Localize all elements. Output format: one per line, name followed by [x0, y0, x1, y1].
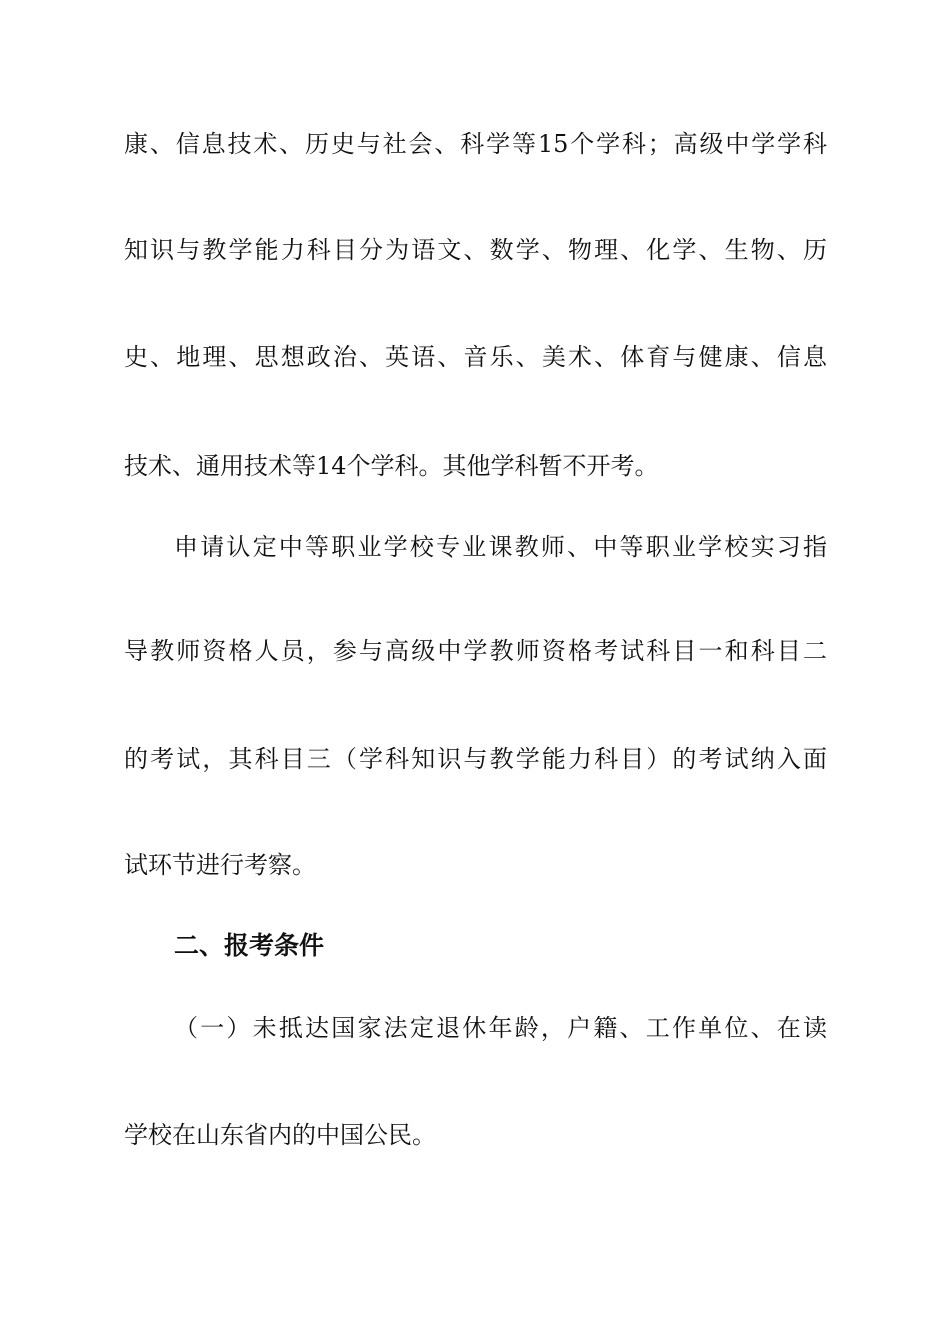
paragraph-2-line-3: 的考试，其科目三（学科知识与教学能力科目）的考试纳入面 — [124, 745, 827, 773]
paragraph-2-line-1: 申请认定中等职业学校专业课教师、中等职业学校实习指 — [174, 533, 827, 561]
paragraph-1-line-4: 技术、通用技术等14个学科。其他学科暂不开考。 — [124, 452, 659, 480]
paragraph-3-line-1: （一）未抵达国家法定退休年龄，户籍、工作单位、在读 — [174, 1014, 827, 1042]
paragraph-2-line-2: 导教师资格人员，参与高级中学教师资格考试科目一和科目二 — [124, 637, 827, 665]
paragraph-1-line-2: 知识与教学能力科目分为语文、数学、物理、化学、生物、历 — [124, 236, 827, 264]
paragraph-1-line-1: 康、信息技术、历史与社会、科学等15个学科；高级中学学科 — [124, 130, 827, 158]
paragraph-2-line-4: 试环节进行考察。 — [124, 851, 316, 879]
section-heading: 二、报考条件 — [174, 931, 325, 960]
paragraph-3-line-2: 学校在山东省内的中国公民。 — [124, 1121, 436, 1149]
paragraph-1-line-3: 史、地理、思想政治、英语、音乐、美术、体育与健康、信息 — [124, 343, 827, 371]
